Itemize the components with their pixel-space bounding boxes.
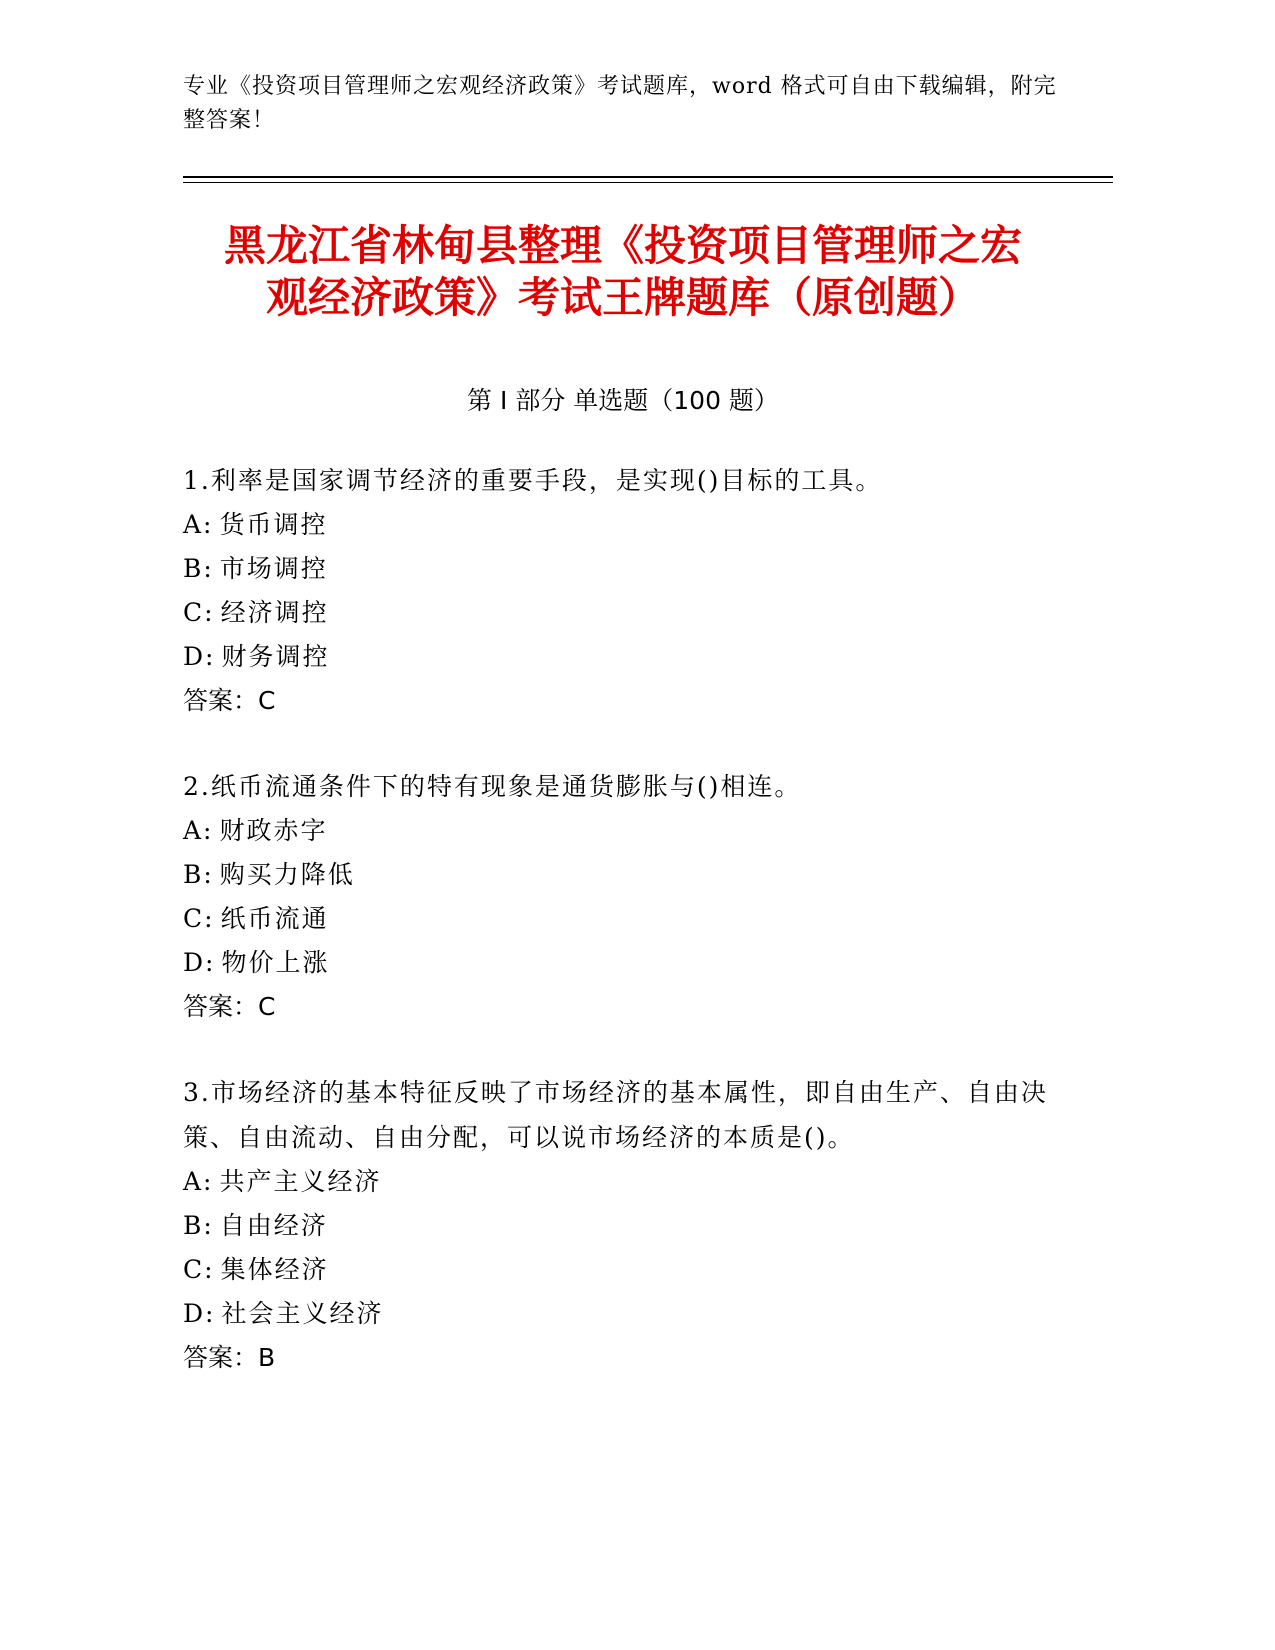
option-d xyxy=(183,1292,1063,1336)
option-a xyxy=(183,809,1063,853)
question-stem: 1.利率是国家调节经济的重要手段，是实现()目标的工具。 xyxy=(183,466,883,495)
option-text: 物价上涨 xyxy=(221,948,330,977)
question-list xyxy=(183,458,1063,1421)
option-text: 共产主义经济 xyxy=(219,1167,382,1196)
option-text: 社会主义经济 xyxy=(221,1299,384,1328)
document-title xyxy=(183,220,1063,324)
option-letter: C: xyxy=(183,1255,215,1284)
option-letter: B: xyxy=(183,860,214,889)
answer: 答案：C xyxy=(183,992,276,1021)
header-note: 专业《投资项目管理师之宏观经济政策》考试题库，word 格式可自由下载编辑，附完整答案！ xyxy=(183,74,1057,133)
option-text: 财务调控 xyxy=(221,642,330,671)
option-text: 集体经济 xyxy=(220,1255,329,1284)
option-letter: D: xyxy=(183,642,216,671)
option-text: 财政赤字 xyxy=(219,816,328,845)
question-stem: 2.纸币流通条件下的特有现象是通货膨胀与()相连。 xyxy=(183,772,802,801)
answer: 答案：C xyxy=(183,686,276,715)
answer: 答案：B xyxy=(183,1343,276,1372)
title-line-2: 观经济政策》考试王牌题库（原创题） xyxy=(265,273,980,322)
option-letter: A: xyxy=(183,1167,214,1196)
header-rule-thick xyxy=(183,176,1113,178)
option-text: 自由经济 xyxy=(219,1211,328,1240)
section-title: 第 I 部分 单选题（100 题） xyxy=(467,386,779,415)
question-3 xyxy=(183,1070,1063,1380)
question-stem: 3.市场经济的基本特征反映了市场经济的基本属性，即自由生产、自由决策、自由流动、自由分配，可以说市场经济的本质是()。 xyxy=(183,1078,1048,1152)
option-letter: D: xyxy=(183,1299,216,1328)
title-line-1: 黑龙江省林甸县整理《投资项目管理师之宏 xyxy=(223,221,1022,270)
option-b xyxy=(183,1204,1063,1248)
header-rule-thin xyxy=(183,182,1113,183)
option-letter: A: xyxy=(183,510,214,539)
option-d xyxy=(183,635,1063,679)
option-text: 经济调控 xyxy=(220,598,329,627)
option-c xyxy=(183,897,1063,941)
option-c xyxy=(183,591,1063,635)
option-letter: B: xyxy=(183,554,214,583)
option-letter: C: xyxy=(183,904,215,933)
question-2 xyxy=(183,764,1063,1029)
option-letter: D: xyxy=(183,948,216,977)
option-d xyxy=(183,941,1063,985)
option-c xyxy=(183,1248,1063,1292)
option-letter: C: xyxy=(183,598,215,627)
option-text: 纸币流通 xyxy=(220,904,329,933)
option-a xyxy=(183,1160,1063,1204)
question-1 xyxy=(183,458,1063,723)
option-text: 货币调控 xyxy=(219,510,328,539)
option-b xyxy=(183,853,1063,897)
option-text: 市场调控 xyxy=(219,554,328,583)
option-b xyxy=(183,547,1063,591)
option-letter: B: xyxy=(183,1211,214,1240)
option-a xyxy=(183,503,1063,547)
option-letter: A: xyxy=(183,816,214,845)
option-text: 购买力降低 xyxy=(219,860,355,889)
